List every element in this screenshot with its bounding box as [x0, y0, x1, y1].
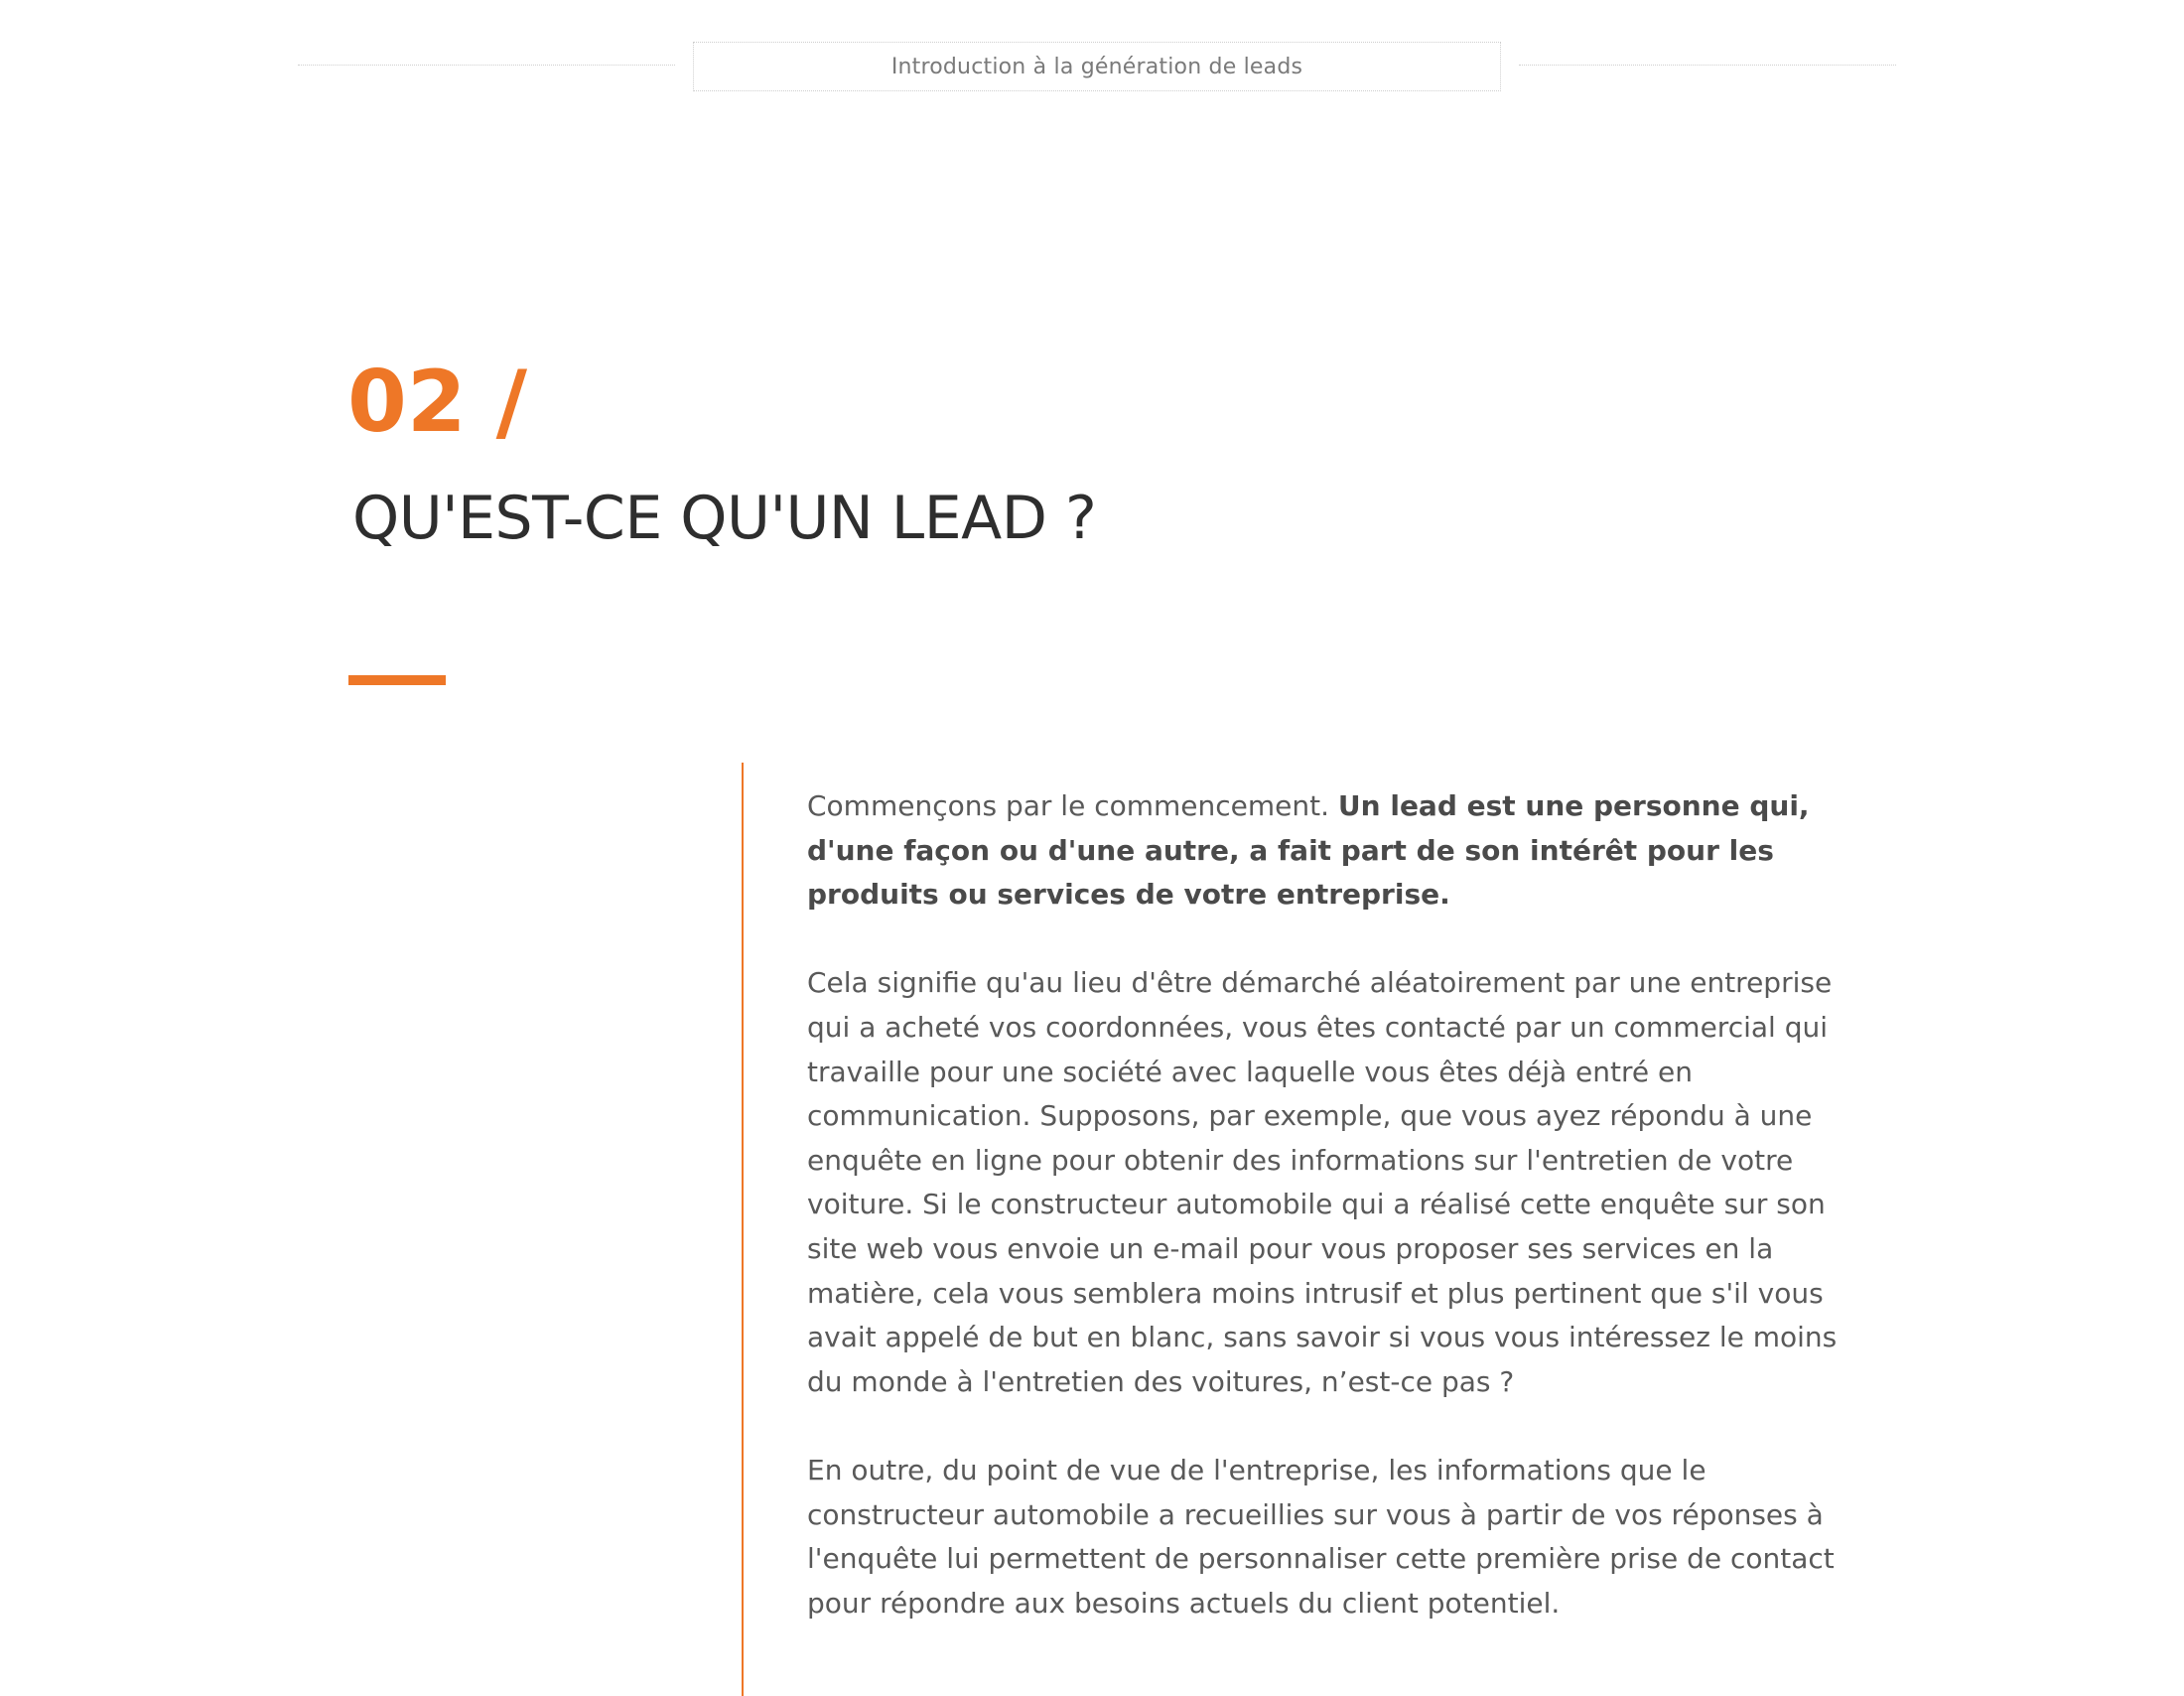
paragraph-1	[807, 784, 1859, 918]
paragraph-1-definition: Un lead est une personne qui, d'une façon ou d'une autre, a fait part de son intérêt pour les produits ou services de votre entreprise.	[807, 789, 1810, 912]
title-accent-bar	[348, 675, 446, 685]
running-header	[693, 42, 1501, 91]
paragraph-2: Cela signifie qu'au lieu d'être démarché aléatoirement par une entreprise qui a acheté vos coordonnées, vous êtes contacté par un commercial qui travaille pour une société avec laquelle vous êtes déjà entré en communication. Supposons, par exemple, que vous ayez répondu à une enquête en ligne pour obtenir des informations sur l'entretien de votre voiture. Si le constructeur automobile qui a réalisé cette enquête sur son site web vous envoie un e-mail pour vous proposer ses services en la matière, cela vous semblera moins intrusif et plus pertinent que s'il vous avait appelé de but en blanc, sans savoir si vous vous intéressez le moins du monde à l'entretien des voitures, n’est-ce pas ?	[807, 966, 1838, 1398]
paragraph-1-intro: Commençons par le commencement.	[807, 789, 1338, 822]
header-divider-right	[1519, 65, 1896, 66]
chapter-title: QU'EST-CE QU'UN LEAD ?	[352, 484, 1097, 553]
paragraph-3: En outre, du point de vue de l'entreprise, les informations que le constructeur automobile a recueillies sur vous à partir de vos réponses à l'enquête lui permettent de personnaliser cette première prise de contact pour répondre aux besoins actuels du client potentiel.	[807, 1453, 1835, 1620]
header-divider-left	[298, 65, 675, 66]
body-content	[807, 784, 1859, 1670]
chapter-number: 02 /	[347, 353, 528, 452]
vertical-rule	[742, 763, 744, 1696]
running-header-title: Introduction à la génération de leads	[890, 54, 1303, 79]
